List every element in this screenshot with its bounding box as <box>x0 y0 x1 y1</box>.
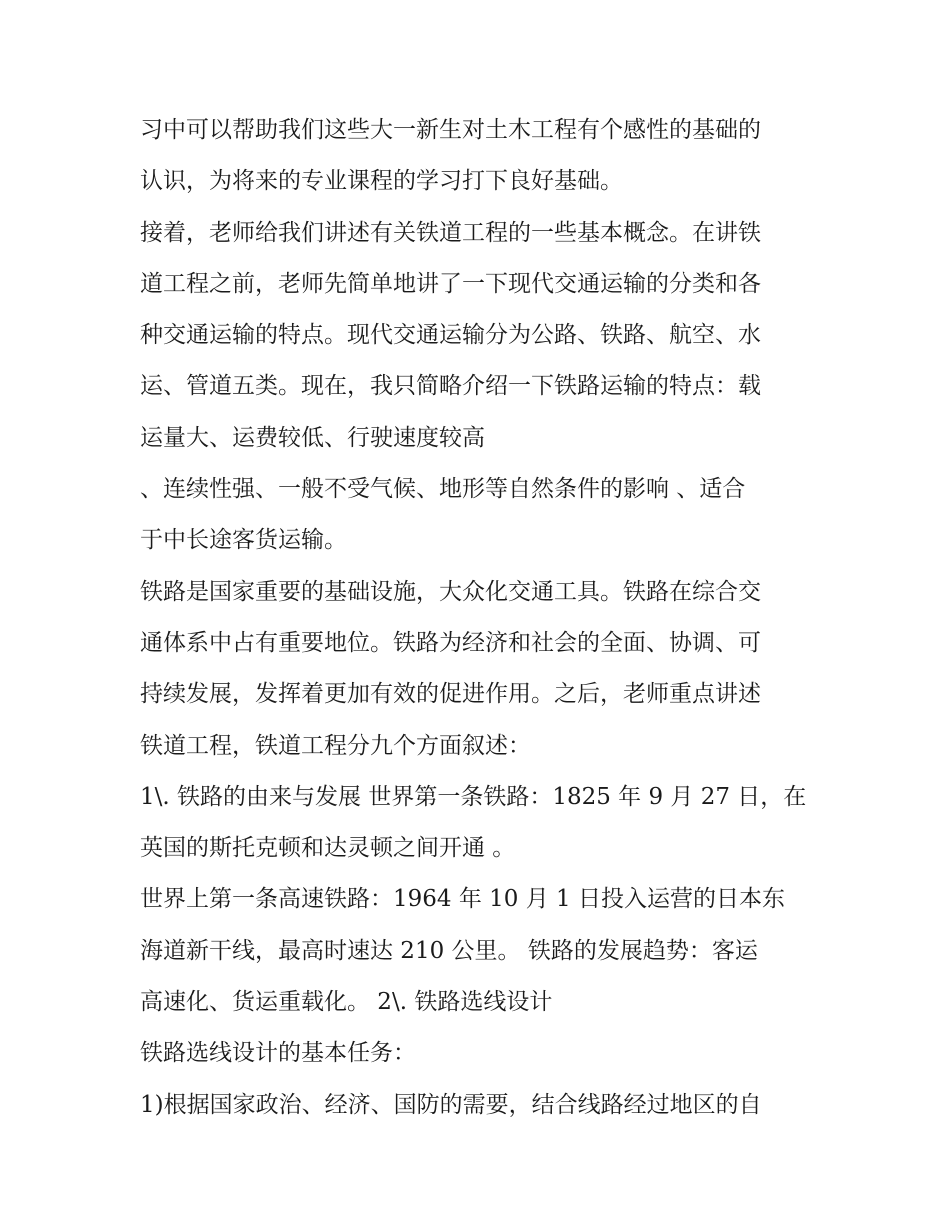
text-line: 道工程之前，老师先简单地讲了一下现代交通运输的分类和各 <box>140 270 761 297</box>
text-line: 铁道工程，铁道工程分九个方面叙述： <box>140 732 531 759</box>
text-line: 持续发展，发挥着更加有效的促进作用。之后，老师重点讲述 <box>140 681 761 708</box>
text-line: 运量大、运费较低、行驶速度较高 <box>140 424 485 451</box>
text-line: 铁路是国家重要的基础设施，大众化交通工具。铁路在综合交 <box>140 578 761 605</box>
text-line: 种交通运输的特点。现代交通运输分为公路、铁路、航空、水 <box>140 322 761 349</box>
body-text <box>140 105 820 1131</box>
text-line: 世界上第一条高速铁路：1964 年 10 月 1 日投入运营的日本东 <box>140 886 785 913</box>
text-line: 英国的斯托克顿和达灵顿之间开通 。 <box>140 835 516 862</box>
text-line: 认识，为将来的专业课程的学习打下良好基础。 <box>140 168 623 195</box>
text-line: 接着，老师给我们讲述有关铁道工程的一些基本概念。在讲铁 <box>140 219 761 246</box>
text-line: 高速化、货运重载化。 2\. 铁路选线设计 <box>140 989 553 1016</box>
text-line: 于中长途客货运输。 <box>140 527 347 554</box>
text-line: 习中可以帮助我们这些大一新生对土木工程有个感性的基础的 <box>140 117 761 143</box>
text-line: 通体系中占有重要地位。铁路为经济和社会的全面、协调、可 <box>140 629 761 656</box>
text-line: 1)根据国家政治、经济、国防的需要，结合线路经过地区的自 <box>140 1091 762 1118</box>
text-line: 运、管道五类。现在，我只简略介绍一下铁路运输的特点：载 <box>140 373 761 400</box>
text-line: 1\. 铁路的由来与发展 世界第一条铁路：1825 年 9 月 27 日，在 <box>140 783 807 810</box>
text-line: 、连续性强、一般不受气候、地形等自然条件的影响 、适合 <box>140 476 746 503</box>
text-line: 铁路选线设计的基本任务： <box>140 1040 416 1067</box>
text-line: 海道新干线，最高时速达 210 公里。 铁路的发展趋势：客运 <box>140 937 758 964</box>
